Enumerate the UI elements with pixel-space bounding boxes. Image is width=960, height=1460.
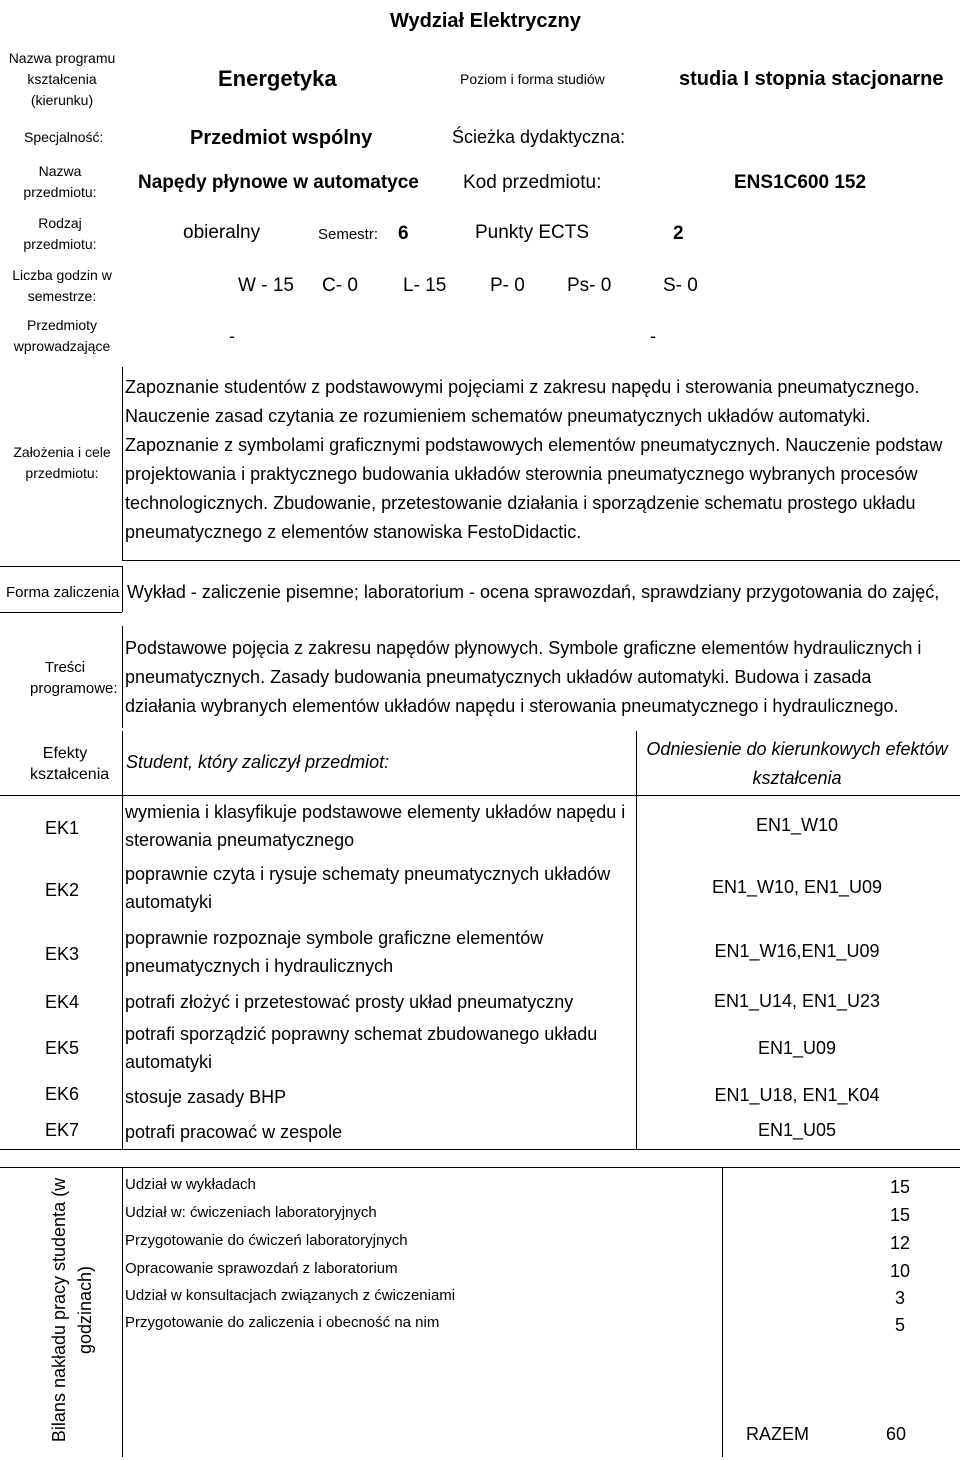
workload-item-value: 12 (889, 1233, 911, 1253)
hours-l: L- 15 (403, 275, 447, 296)
prereq-value-1: - (229, 326, 235, 346)
goals-text: Zapoznanie studentów z podstawowymi pojęciami z zakresu napędu i sterowania pneumatycznego. Nauczenie zasad czytania ze rozumieniem schematów pneumatycznych układów automatyki. Zapoznanie z symbolami graficznymi podstawowych elementów pneumatycznych. Nauczenie podstaw projektowania i praktycznego budowania układów sterownia pneumatycznego wybranych procesów technologicznych. Zbudowanie, przetestowanie działania i sporządzenie schematu prostego układu pneumatycznego z elementów stanowiska FestoDidactic. (125, 377, 943, 542)
workload-item-label: Udział w konsultacjach związanych z ćwiczeniami (125, 1287, 456, 1304)
outcome-text: poprawnie rozpoznaje symbole graficzne elementów pneumatycznych i hydraulicznych (125, 928, 544, 976)
prereq-label: Przedmioty wprowadzające (13, 317, 111, 354)
subject-name-value: Napędy płynowe w automatyce (138, 172, 419, 193)
semester-value: 6 (398, 223, 409, 244)
outcome-id: EK1 (44, 818, 80, 838)
code-value: ENS1C600 152 (734, 172, 867, 193)
outcomes-reference-header: Odniesienie do kierunkowych efektów kształcenia (646, 739, 948, 788)
program-value: Energetyka (218, 66, 337, 91)
outcome-reference: EN1_W10, EN1_U09 (711, 877, 883, 897)
goals-label: Założenia i cele przedmiotu: (13, 444, 111, 481)
outcome-reference: EN1_U14, EN1_U23 (713, 991, 881, 1011)
hours-label: Liczba godzin w semestrze: (12, 267, 112, 304)
semester-label: Semestr: (318, 226, 379, 243)
outcome-text: potrafi sporządzić poprawny schemat zbudowanego układu automatyki (125, 1024, 598, 1072)
ects-label: Punkty ECTS (475, 222, 590, 243)
outcome-id: EK6 (44, 1084, 80, 1104)
workload-item-label: Udział w wykładach (125, 1176, 256, 1193)
ects-value: 2 (673, 223, 684, 244)
outcome-text: potrafi złożyć i przetestować prosty układ pneumatyczny (125, 992, 574, 1012)
content-label: Treści programowe: (30, 659, 118, 697)
subject-type-value: obieralny (183, 222, 261, 243)
workload-item-label: Opracowanie sprawozdań z laboratorium (125, 1260, 398, 1277)
hours-ps: Ps- 0 (567, 275, 612, 296)
outcome-id: EK7 (44, 1120, 80, 1140)
subject-name-label: Nazwa przedmiotu: (23, 163, 97, 200)
outcome-reference: EN1_U05 (757, 1120, 837, 1140)
workload-item-value: 15 (889, 1205, 911, 1225)
faculty-title: Wydział Elektryczny (390, 10, 581, 32)
outcome-reference: EN1_W16,EN1_U09 (714, 941, 880, 961)
prereq-value-2: - (650, 326, 656, 346)
assessment-label: Forma zaliczenia (6, 584, 120, 601)
total-label: RAZEM (746, 1424, 809, 1444)
program-label: Nazwa programu kształcenia (kierunku) (8, 50, 116, 108)
workload-item-value: 15 (889, 1177, 911, 1197)
workload-item-value: 10 (889, 1261, 911, 1281)
workload-item-value: 5 (894, 1315, 905, 1335)
outcome-id: EK5 (44, 1038, 80, 1058)
outcome-id: EK2 (44, 880, 80, 900)
path-label: Ścieżka dydaktyczna: (452, 127, 626, 147)
workload-item-value: 3 (894, 1288, 905, 1308)
outcome-text: wymienia i klasyfikuje podstawowe elementy układów napędu i sterowania pneumatycznego (125, 802, 626, 850)
outcome-id: EK3 (44, 944, 80, 964)
hours-p: P- 0 (490, 275, 525, 296)
outcome-reference: EN1_U09 (757, 1038, 837, 1058)
specialty-value: Przedmiot wspólny (190, 127, 373, 149)
total-value: 60 (886, 1424, 907, 1444)
workload-item-label: Przygotowanie do ćwiczeń laboratoryjnych (125, 1232, 408, 1249)
outcomes-student-header: Student, który zaliczył przedmiot: (126, 752, 390, 772)
workload-item-label: Przygotowanie do zaliczenia i obecność na nim (125, 1314, 440, 1331)
outcomes-label: Efekty kształcenia (30, 745, 110, 783)
workload-item-label: Udział w: ćwiczeniach laboratoryjnych (125, 1204, 377, 1221)
code-label: Kod przedmiotu: (463, 172, 602, 193)
workload-label: Bilans nakładu pracy studenta (w godzinach) (49, 1177, 95, 1443)
outcome-text: potrafi pracować w zespole (125, 1122, 343, 1142)
outcome-text: poprawnie czyta i rysuje schematy pneumatycznych układów automatyki (125, 864, 611, 912)
hours-w: W - 15 (238, 275, 294, 296)
outcome-reference: EN1_U18, EN1_K04 (714, 1085, 880, 1105)
hours-s: S- 0 (663, 275, 698, 296)
outcome-reference: EN1_W10 (755, 815, 839, 835)
outcome-text: stosuje zasady BHP (125, 1087, 287, 1107)
specialty-label: Specjalność: (24, 129, 104, 145)
level-value: studia I stopnia stacjonarne (679, 68, 944, 90)
hours-c: C- 0 (322, 275, 358, 296)
outcome-id: EK4 (44, 992, 80, 1012)
subject-type-label: Rodzaj przedmiotu: (23, 215, 97, 252)
assessment-text: Wykład - zaliczenie pisemne; laboratorium - ocena sprawozdań, sprawdziany przygotowania do zajęć, (127, 582, 940, 602)
level-label: Poziom i forma studiów (460, 71, 605, 87)
content-text: Podstawowe pojęcia z zakresu napędów płynowych. Symbole graficzne elementów hydraulicznych i pneumatycznych. Zasady budowania pneumatycznych układów automatyki. Budowa i zasada działania wybranych elementów układów napędu i sterowania pneumatycznego i hydraulicznego. (125, 638, 922, 716)
